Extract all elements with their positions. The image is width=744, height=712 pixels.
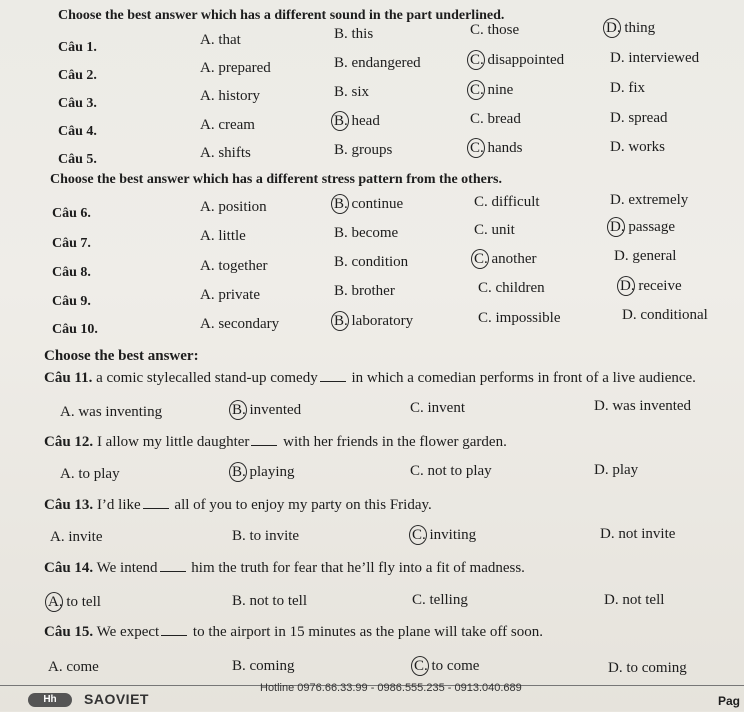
question-number: Câu 14. bbox=[44, 560, 94, 576]
option-c[interactable]: C. those bbox=[470, 22, 520, 38]
option-c[interactable]: C. unit bbox=[474, 222, 515, 238]
question-number: Câu 1. bbox=[58, 40, 97, 55]
option-b[interactable]: B. groups bbox=[334, 142, 393, 158]
option-a[interactable]: A. invite bbox=[50, 529, 103, 545]
stem-before: I’d like bbox=[93, 497, 141, 513]
option-d-circled[interactable]: D. passage bbox=[610, 219, 675, 235]
page-label: Pag bbox=[717, 694, 740, 708]
option-d[interactable]: D. fix bbox=[610, 80, 645, 96]
option-d[interactable]: D. works bbox=[610, 139, 665, 155]
option-d[interactable]: D. was invented bbox=[594, 398, 692, 414]
stem-after: him the truth for fear that he’ll fly into a fit of madness. bbox=[187, 560, 525, 576]
question-number: Câu 4. bbox=[58, 124, 97, 139]
question-stem bbox=[44, 497, 432, 514]
option-a[interactable]: A. cream bbox=[200, 117, 255, 133]
option-d[interactable]: D. not invite bbox=[600, 526, 676, 542]
option-c-circled[interactable]: C. to come bbox=[414, 658, 480, 674]
option-d-circled[interactable]: D. thing bbox=[606, 20, 656, 36]
question-number: Câu 13. bbox=[44, 497, 94, 513]
question-number: Câu 3. bbox=[58, 96, 97, 111]
option-c-circled[interactable]: C. hands bbox=[470, 140, 523, 156]
question-number: Câu 2. bbox=[58, 68, 97, 83]
option-b-circled[interactable]: B. head bbox=[334, 113, 380, 129]
question-stem bbox=[44, 624, 543, 641]
option-a[interactable]: A. position bbox=[200, 199, 267, 215]
option-d[interactable]: D. not tell bbox=[604, 592, 665, 608]
question-number: Câu 5. bbox=[58, 152, 97, 167]
option-b[interactable]: B. brother bbox=[334, 283, 395, 299]
option-d[interactable]: D. extremely bbox=[610, 192, 689, 208]
option-a[interactable]: A. history bbox=[200, 88, 260, 104]
option-c[interactable]: C. not to play bbox=[410, 463, 492, 479]
option-a-circled[interactable]: A. to tell bbox=[48, 594, 101, 610]
question-number: Câu 8. bbox=[52, 265, 91, 280]
stem-before: I allow my little daughter bbox=[93, 434, 250, 450]
option-d[interactable]: D. play bbox=[594, 462, 639, 478]
option-b[interactable]: B. endangered bbox=[334, 55, 421, 71]
question-stem bbox=[44, 370, 696, 387]
answer-blank bbox=[160, 571, 186, 572]
option-a[interactable]: A. to play bbox=[60, 466, 120, 482]
option-c[interactable]: C. invent bbox=[410, 400, 465, 416]
question-number: Câu 7. bbox=[52, 236, 91, 251]
section-heading-best-answer: Choose the best answer: bbox=[44, 348, 199, 364]
answer-blank bbox=[161, 635, 187, 636]
stem-after: with her friends in the flower garden. bbox=[279, 434, 507, 450]
question-number: Câu 12. bbox=[44, 434, 94, 450]
answer-blank bbox=[320, 381, 346, 382]
section-heading-stress: Choose the best answer which has a different stress pattern from the others. bbox=[50, 172, 502, 187]
option-c[interactable]: C. children bbox=[478, 280, 545, 296]
option-a[interactable]: A. together bbox=[200, 258, 268, 274]
option-a[interactable]: A. private bbox=[200, 287, 260, 303]
option-c[interactable]: C. telling bbox=[412, 592, 468, 608]
option-c[interactable]: C. impossible bbox=[478, 310, 561, 326]
option-d-circled[interactable]: D. receive bbox=[620, 278, 682, 294]
option-b[interactable]: B. coming bbox=[232, 658, 295, 674]
option-a[interactable]: A. was inventing bbox=[60, 404, 163, 420]
question-stem bbox=[44, 560, 525, 577]
option-c[interactable]: C. bread bbox=[470, 111, 521, 127]
option-b-circled[interactable]: B. laboratory bbox=[334, 313, 414, 329]
brand-logo-icon: Hh bbox=[28, 693, 72, 707]
option-c[interactable]: C. difficult bbox=[474, 194, 540, 210]
option-a[interactable]: A. little bbox=[200, 228, 246, 244]
stem-after: all of you to enjoy my party on this Friday. bbox=[170, 497, 432, 513]
option-c-circled[interactable]: C. another bbox=[474, 251, 537, 267]
option-b-circled[interactable]: B. playing bbox=[232, 464, 295, 480]
option-a[interactable]: A. come bbox=[48, 659, 99, 675]
question-number: Câu 15. bbox=[44, 624, 94, 640]
question-stem bbox=[44, 434, 507, 451]
option-b[interactable]: B. to invite bbox=[232, 528, 300, 544]
option-d[interactable]: D. conditional bbox=[622, 307, 708, 323]
brand-name: SAOVIET bbox=[84, 691, 149, 707]
option-b[interactable]: B. six bbox=[334, 84, 370, 100]
option-c-circled[interactable]: C. nine bbox=[470, 82, 514, 98]
stem-after: to the airport in 15 minutes as the plane will take off soon. bbox=[189, 624, 543, 640]
stem-before: a comic stylecalled stand-up comedy bbox=[92, 370, 318, 386]
option-b-circled[interactable]: B. continue bbox=[334, 196, 404, 212]
question-number: Câu 9. bbox=[52, 294, 91, 309]
hotline-text: Hotline 0976.66.33.99 - 0986.555.235 - 0913.040.689 bbox=[260, 682, 522, 694]
option-d[interactable]: D. to coming bbox=[608, 660, 687, 676]
question-number: Câu 10. bbox=[52, 322, 98, 337]
option-c-circled[interactable]: C. inviting bbox=[412, 527, 477, 543]
option-b[interactable]: B. become bbox=[334, 225, 399, 241]
option-b[interactable]: B. condition bbox=[334, 254, 409, 270]
stem-before: We intend bbox=[93, 560, 158, 576]
option-c-circled[interactable]: C. disappointed bbox=[470, 52, 565, 68]
stem-before: We expect bbox=[93, 624, 160, 640]
stem-after: in which a comedian performs in front of a live audience. bbox=[347, 370, 696, 386]
option-d[interactable]: D. interviewed bbox=[610, 50, 700, 66]
answer-blank bbox=[251, 445, 277, 446]
footer-bar bbox=[0, 682, 744, 712]
answer-blank bbox=[143, 508, 169, 509]
section-heading-pronunciation: Choose the best answer which has a different sound in the part underlined. bbox=[58, 8, 505, 23]
question-number: Câu 11. bbox=[44, 370, 93, 386]
option-a[interactable]: A. shifts bbox=[200, 145, 251, 161]
question-number: Câu 6. bbox=[52, 206, 91, 221]
option-d[interactable]: D. spread bbox=[610, 110, 668, 126]
option-a[interactable]: A. secondary bbox=[200, 316, 280, 332]
option-a[interactable]: A. prepared bbox=[200, 60, 271, 76]
option-d[interactable]: D. general bbox=[614, 248, 677, 264]
option-b[interactable]: B. not to tell bbox=[232, 593, 307, 609]
option-a[interactable]: A. that bbox=[200, 32, 241, 48]
option-b-circled[interactable]: B. invented bbox=[232, 402, 302, 418]
option-b[interactable]: B. this bbox=[334, 26, 374, 42]
